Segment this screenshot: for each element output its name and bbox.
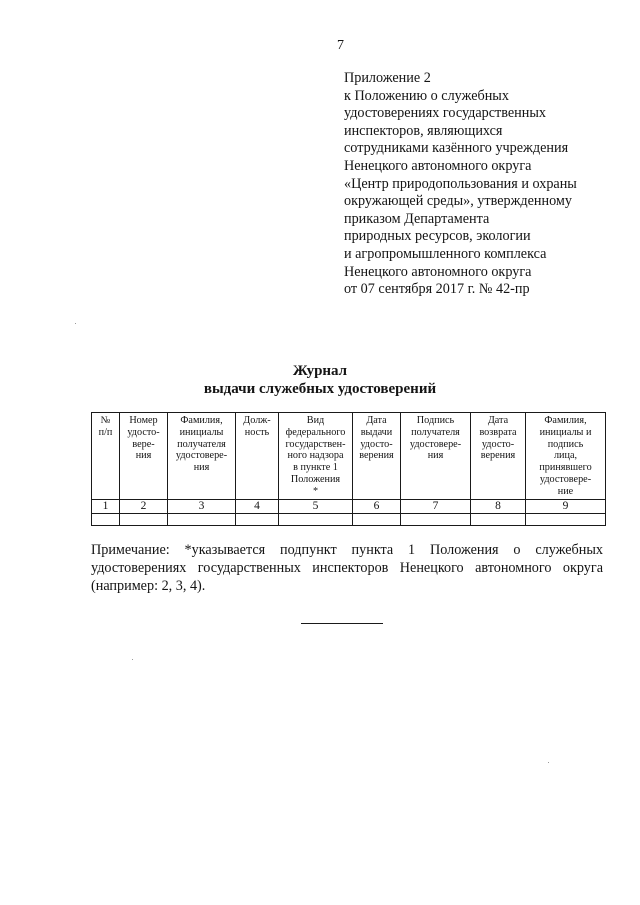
scan-speck xyxy=(132,659,133,660)
column-header-text: государствен- xyxy=(285,438,346,450)
note-line: (например: 2, 3, 4). xyxy=(91,578,206,594)
column-header-text: удосто- xyxy=(127,426,160,438)
column-header-text: получателя xyxy=(411,426,460,438)
scan-speck xyxy=(75,323,76,324)
appendix-line: природных ресурсов, экологии xyxy=(344,228,531,245)
column-header-text: Фамилия, xyxy=(544,415,587,426)
column-number-cell: 2 xyxy=(120,500,168,514)
closing-rule xyxy=(301,623,383,624)
empty-cell xyxy=(279,514,353,526)
column-number-row xyxy=(92,500,606,514)
appendix-line: окружающей среды», утвержденному xyxy=(344,193,572,210)
column-header-1 xyxy=(92,413,120,500)
scan-speck xyxy=(548,762,549,763)
empty-cell xyxy=(526,514,606,526)
column-header-text: Положения xyxy=(290,473,341,485)
column-header-text: вере- xyxy=(132,438,155,450)
column-header-text: п/п xyxy=(98,426,113,438)
column-header-text: принявшего xyxy=(539,462,592,474)
column-header-text: Подпись xyxy=(416,415,455,426)
column-header-text: федерального xyxy=(285,426,346,438)
appendix-line: удостоверениях государственных xyxy=(344,105,546,122)
appendix-line: сотрудниками казённого учреждения xyxy=(344,140,569,157)
table-header-row xyxy=(92,413,606,500)
column-header-text: инициалы xyxy=(179,426,224,438)
column-header-text: верения xyxy=(359,450,394,462)
column-header-7 xyxy=(401,413,471,500)
column-header-text: Фамилия, xyxy=(180,415,223,426)
column-number-cell: 5 xyxy=(279,500,353,514)
column-number-cell: 1 xyxy=(92,500,120,514)
empty-cell xyxy=(401,514,471,526)
empty-cell xyxy=(471,514,526,526)
column-header-text: удосто- xyxy=(360,438,393,450)
appendix-line: к Положению о служебных xyxy=(344,87,509,104)
appendix-line: Приложение 2 xyxy=(344,70,431,86)
title-line-1: Журнал xyxy=(292,363,348,379)
column-header-5 xyxy=(279,413,353,500)
column-header-4 xyxy=(236,413,279,500)
appendix-line: Ненецкого автономного округа xyxy=(344,263,532,280)
appendix-line: и агропромышленного комплекса xyxy=(344,245,547,262)
appendix-line: инспекторов, являющихся xyxy=(344,122,503,139)
column-header-text: удосто- xyxy=(481,438,515,450)
column-header-text: ния xyxy=(135,450,152,462)
column-header-text: ния xyxy=(193,462,210,474)
column-header-6 xyxy=(353,413,401,500)
appendix-line: от 07 сентября 2017 г. № 42-пр xyxy=(344,281,530,298)
column-header-text: Дата xyxy=(366,415,387,426)
empty-cell xyxy=(236,514,279,526)
column-header-text: возврата xyxy=(479,426,517,438)
column-header-8 xyxy=(471,413,526,500)
column-header-text: Дата xyxy=(487,415,509,426)
column-header-text: в пункте 1 xyxy=(293,462,338,474)
column-header-text: ния xyxy=(427,450,444,462)
column-header-text: Вид xyxy=(306,415,325,426)
column-header-text: подпись xyxy=(547,438,584,450)
column-header-text: инициалы и xyxy=(539,426,592,438)
column-header-text: удостовере- xyxy=(175,450,228,462)
column-header-text: ного надзора xyxy=(287,450,344,462)
column-header-text: верения xyxy=(480,450,516,462)
appendix-line: «Центр природопользования и охраны xyxy=(344,175,577,192)
empty-cell xyxy=(120,514,168,526)
appendix-line: приказом Департамента xyxy=(344,210,490,227)
column-header-text: Долж- xyxy=(243,415,271,426)
column-number-cell: 4 xyxy=(236,500,279,514)
column-header-2 xyxy=(120,413,168,500)
column-header-9 xyxy=(526,413,606,500)
page-number: 7 xyxy=(337,38,344,53)
column-header-text: № xyxy=(100,415,111,426)
column-header-text: выдачи xyxy=(360,426,393,438)
column-number-cell: 3 xyxy=(168,500,236,514)
empty-cell xyxy=(353,514,401,526)
column-number-cell: 6 xyxy=(353,500,401,514)
column-header-3 xyxy=(168,413,236,500)
column-header-text: лица, xyxy=(553,450,578,462)
note-line: Примечание: *указывается подпункт пункта 1 Положения о служебных xyxy=(91,542,603,558)
column-number-cell: 9 xyxy=(526,500,606,514)
column-header-text: получателя xyxy=(177,438,226,450)
note xyxy=(91,541,603,595)
document-title xyxy=(0,362,640,398)
journal-table xyxy=(91,412,606,526)
note-line: удостоверениях государственных инспекторов Ненецкого автономного округа xyxy=(91,560,603,576)
column-header-text: * xyxy=(312,485,319,497)
column-header-text: удостовере- xyxy=(539,473,592,485)
column-header-text: Номер xyxy=(129,415,158,426)
column-header-text: удостовере- xyxy=(409,438,462,450)
column-number-cell: 8 xyxy=(471,500,526,514)
empty-cell xyxy=(92,514,120,526)
column-header-text: ность xyxy=(244,426,270,438)
column-number-cell: 7 xyxy=(401,500,471,514)
appendix-heading xyxy=(344,70,634,299)
empty-cell xyxy=(168,514,236,526)
appendix-line: Ненецкого автономного округа xyxy=(344,157,532,174)
column-header-text: ние xyxy=(557,485,574,497)
empty-entry-row xyxy=(92,514,606,526)
title-line-2: выдачи служебных удостоверений xyxy=(203,381,437,397)
